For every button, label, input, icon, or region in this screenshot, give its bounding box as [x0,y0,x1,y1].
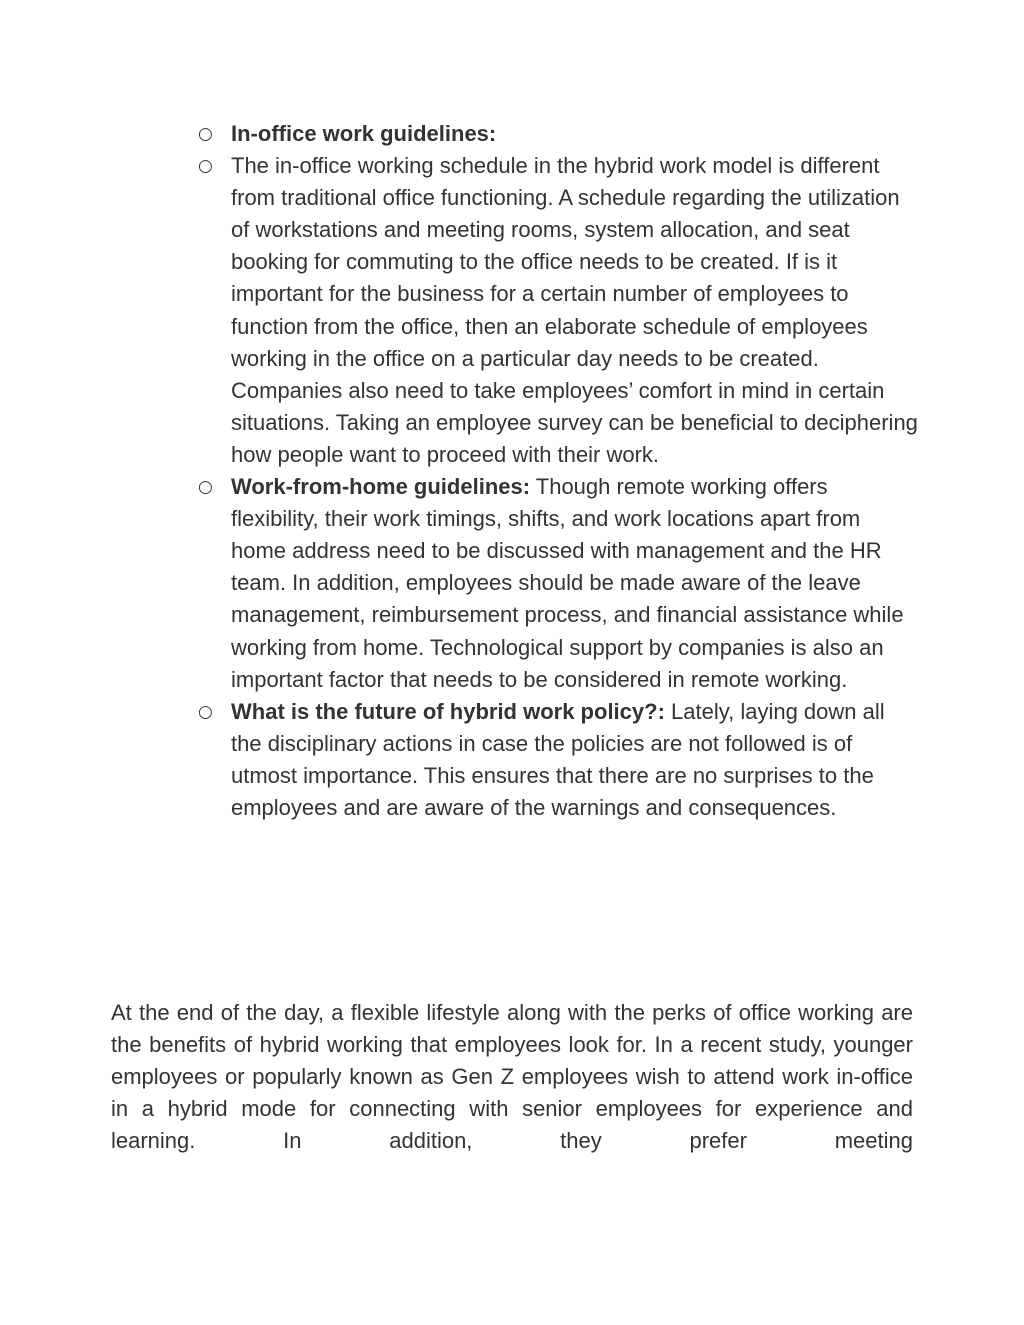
hollow-circle-bullet-icon: ○ [198,477,213,498]
hollow-circle-bullet-icon: ○ [198,156,213,177]
bullet-heading: In-office work guidelines: [231,121,497,146]
hollow-circle-bullet-icon: ○ [198,124,213,144]
guidelines-list [198,118,921,824]
bullet-text: The in-office working schedule in the hybrid work model is different from traditional office functioning. A schedule regarding the utilization of workstations and meeting rooms, system allocation, and seat booking for commuting to the office needs to be created. If is it important for the business for a certain number of employees to function from the office, then an elaborate schedule of employees working in the office on a particular day needs to be created. Companies also need to take employees’ comfort in mind in certain situations. Taking an employee survey can be beneficial to deciphering how people want to proceed with their work. [231,153,918,467]
bullet-heading: What is the future of hybrid work policy?: [231,698,665,724]
list-item-in-office-schedule [198,150,921,471]
list-item-in-office-guidelines [198,118,921,150]
bullet-heading: Work-from-home guidelines: [231,474,531,500]
list-item-future-of-hybrid-work [198,696,921,824]
closing-paragraph: At the end of the day, a flexible lifestyle along with the perks of office working are the benefits of hybrid working that employees look for. In a recent study, younger employees or popularly known as Gen Z employees wish to attend work in-office in a hybrid mode for connecting with senior employees for experience and learning. In addition, they prefer meeting [111,1000,913,1154]
hollow-circle-bullet-icon: ○ [198,701,213,722]
list-item-work-from-home-guidelines [198,471,921,696]
bullet-text: Lately, laying down all the disciplinary actions in case the policies are not followed is of utmost importance. This ensures that there are no surprises to the employees and are aware of the warnings and consequences. [231,698,885,820]
bullet-text: Though remote working offers flexibility, their work timings, shifts, and work locations apart from home address need to be discussed with management and the HR team. In addition, employees should be made aware of the leave management, reimbursement process, and financial assistance while working from home. Technological support by companies is also an important factor that needs to be considered in remote working. [231,474,904,692]
